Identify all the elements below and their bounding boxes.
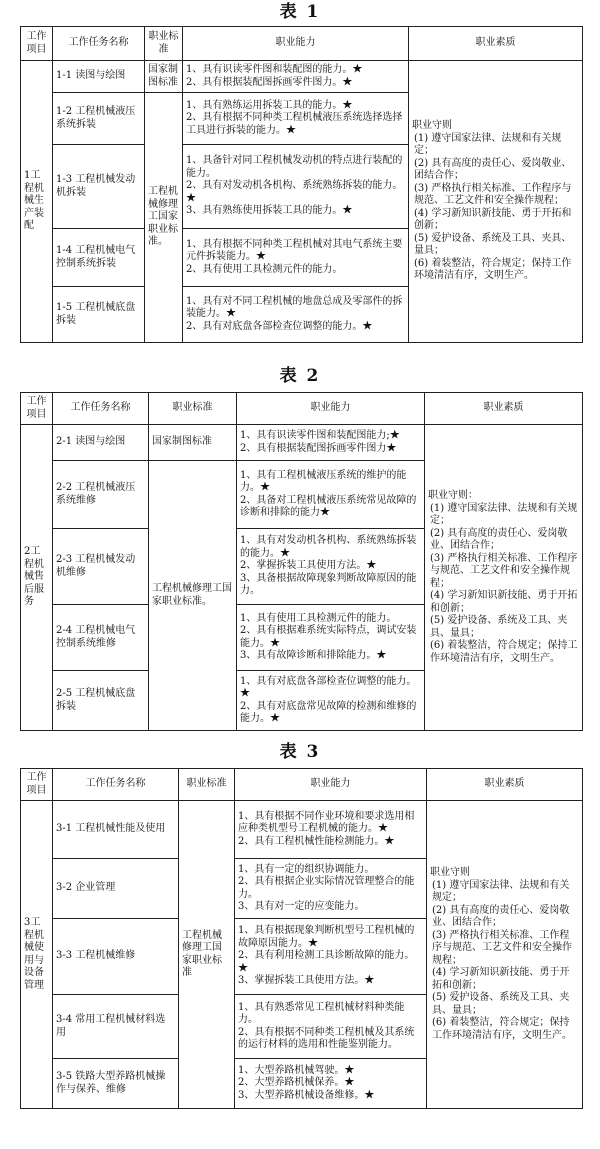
ability-line: 1、具有一定的组织协调能力。 — [238, 863, 375, 875]
quality-item: (5) 爱护设备、系统及工具、夹具、量具； — [432, 992, 570, 1016]
ability-cell — [235, 801, 427, 859]
ability-line: 2、具有对底盘各部检查位调整的能力。★ — [186, 320, 373, 332]
table-row — [21, 801, 583, 859]
ability-cell — [237, 671, 425, 731]
table-row — [21, 27, 583, 61]
task-cell: 2-5 工程机械底盘拆装 — [53, 671, 149, 731]
header-cell: 工作任务名称 — [53, 393, 149, 425]
quality-item: (2) 具有高度的责任心、爱岗敬业、团结合作； — [414, 157, 572, 182]
ability-cell — [235, 919, 427, 995]
ability-line: 1、具有根据不同作业环境和要求选用相应种类机型号工程机械的能力。★ — [238, 810, 415, 835]
task-cell: 3-4 常用工程机械材料选用 — [53, 995, 179, 1059]
header-cell: 职业标准 — [149, 393, 237, 425]
ability-line: 3、具有对一定的应变能力。 — [238, 901, 365, 912]
quality-title: 职业守则 — [412, 120, 452, 132]
quality-item: (3) 严格执行相关标准、工作程序与规范、工艺文件和安全操作规程； — [430, 552, 578, 589]
header-cell: 职业标准 — [145, 27, 183, 61]
ability-cell — [183, 93, 409, 145]
ability-cell — [235, 1059, 427, 1109]
table-row — [21, 61, 583, 93]
project-cell: 1工程机械生产装配 — [21, 61, 53, 343]
task-cell: 3-3 工程机械维修 — [53, 919, 179, 995]
ability-line: 1、具有对发动机各机构、系统熟练拆装的能力。★ — [240, 535, 417, 559]
quality-cell — [427, 801, 583, 1109]
standard-cell: 工程机械修理工国家职业标准。 — [149, 461, 237, 731]
quality-item: (6) 着装整洁，符合规定；保持工作环境清洁有序，文明生产。 — [432, 1017, 572, 1041]
quality-item: (5) 爱护设备、系统及工具、夹具、量具； — [430, 615, 568, 639]
quality-item: (2) 具有高度的责任心、爱岗敬业、团结合作； — [430, 527, 568, 551]
header-cell: 职业素质 — [427, 769, 583, 801]
ability-line: 1、具有识读零件图和装配图能力;★ — [240, 430, 400, 441]
header-cell: 职业标准 — [179, 769, 235, 801]
ability-line: 3、具备根据故障现象判断故障原因的能力。 — [240, 572, 417, 597]
ability-line: 1、具有熟练运用拆装工具的能力。★ — [186, 99, 353, 111]
ability-line: 2、具有工程机械性能检测能力。★ — [238, 835, 395, 847]
header-cell: 职业素质 — [409, 27, 583, 61]
task-cell: 2-2 工程机械液压系统维修 — [53, 461, 149, 529]
ability-line: 3、具有故障诊断和排除能力。★ — [240, 650, 387, 661]
ability-line: 2、具有对发动机各机构、系统熟练拆装的能力。★ — [186, 180, 403, 204]
ability-line: 2、掌握拆装工具使用方法。★ — [240, 560, 377, 572]
ability-line: 1、具有工程机械液压系统的维护的能力。★ — [240, 469, 407, 493]
ability-line: 1、具备针对同工程机械发动机的特点进行装配的能力。 — [186, 155, 403, 179]
table-3-title: 表 3 — [279, 742, 321, 762]
ability-line: 2、具有根据装配图拆画零件图力★ — [240, 442, 397, 454]
quality-title: 职业守则 — [430, 867, 470, 878]
ability-cell — [235, 995, 427, 1059]
header-cell: 职业能力 — [183, 27, 409, 61]
table-row — [21, 769, 583, 801]
quality-item: (1) 遵守国家法律、法规和有关规定； — [430, 502, 578, 526]
header-cell: 工作项目 — [21, 769, 53, 801]
ability-line: 1、具有使用工具检测元件的能力。 — [240, 612, 397, 624]
project-cell: 2工程机械售后服务 — [21, 425, 53, 731]
ability-cell — [237, 425, 425, 461]
ability-line: 1、具有识读零件图和装配图的能力。★ — [186, 64, 363, 75]
quality-item: (4) 学习新知识新技能、勇于开拓和创新； — [430, 590, 578, 614]
task-cell: 1-3 工程机械发动机拆装 — [53, 145, 145, 229]
ability-line: 1、具有熟悉常见工程机械材料种类能力。 — [238, 1001, 405, 1025]
quality-title: 职业守则： — [428, 490, 478, 501]
table-3 — [20, 768, 583, 1109]
ability-line: 2、具有根据不同种类工程机械液压系统选择选择工具进行拆装的能力。★ — [186, 112, 403, 136]
ability-cell — [237, 529, 425, 605]
standard-cell: 国家制图标准 — [149, 425, 237, 461]
ability-line: 2、具有根据企业实际情况管理整合的能力。 — [238, 876, 415, 900]
quality-item: (1) 遵守国家法律、法规和有关规定； — [432, 879, 570, 903]
task-cell: 2-1 读图与绘图 — [53, 425, 149, 461]
table-2-title: 表 2 — [279, 366, 321, 386]
table-1 — [20, 26, 583, 343]
ability-line: 2、具有利用检测工具诊断故障的能力。★ — [238, 950, 415, 974]
header-cell: 职业能力 — [235, 769, 427, 801]
ability-cell — [183, 287, 409, 343]
standard-cell: 国家制图标准 — [145, 61, 183, 93]
ability-cell — [183, 145, 409, 229]
header-cell: 工作项目 — [21, 393, 53, 425]
ability-line: 2、具有根据装配图拆画零件图力。★ — [186, 76, 353, 88]
quality-item: (2) 具有高度的责任心、爱岗敬业、团结合作； — [432, 904, 570, 928]
ability-line: 2、具有根据不同种类工程机械及其系统的运行材料的选用和性能鉴别能力。 — [238, 1026, 415, 1050]
header-cell: 职业素质 — [425, 393, 583, 425]
table-row — [21, 425, 583, 461]
task-cell: 1-1 读图与绘图 — [53, 61, 145, 93]
ability-line: 2、大型养路机械保养。★ — [238, 1077, 355, 1089]
header-cell: 工作任务名称 — [53, 27, 145, 61]
task-cell: 2-3 工程机械发动机维修 — [53, 529, 149, 605]
quality-item: (6) 着装整洁，符合规定；保持工作环境清洁有序，文明生产。 — [430, 640, 578, 664]
ability-line: 1、具有对不同工程机械的地盘总成及零部件的拆装能力。★ — [186, 295, 403, 320]
ability-line: 1、具有根据现象判断机型号工程机械的故障原因能力。★ — [238, 925, 415, 949]
quality-item: (6) 着装整洁，符合规定；保持工作环境清洁有序，文明生产。 — [414, 257, 572, 282]
task-cell: 3-1 工程机械性能及使用 — [53, 801, 179, 859]
header-cell: 工作项目 — [21, 27, 53, 61]
standard-cell: 工程机械修理工国家职业标准。 — [145, 93, 183, 343]
project-cell: 3工程机械使用与设备管理 — [21, 801, 53, 1109]
table-row — [21, 393, 583, 425]
quality-cell — [425, 425, 583, 731]
standard-cell: 工程机械修理工国家职业标准 — [179, 801, 235, 1109]
ability-cell — [183, 229, 409, 287]
ability-cell — [237, 605, 425, 671]
task-cell: 3-2 企业管理 — [53, 859, 179, 919]
task-cell: 1-2 工程机械液压系统拆装 — [53, 93, 145, 145]
table-1-title: 表 1 — [279, 2, 321, 22]
task-cell: 1-4 工程机械电气控制系统拆装 — [53, 229, 145, 287]
ability-line: 1、具有对底盘各部检查位调整的能力。★ — [240, 675, 417, 699]
task-cell: 1-5 工程机械底盘拆装 — [53, 287, 145, 343]
ability-line: 3、掌握拆装工具使用方法。★ — [238, 975, 375, 987]
ability-cell — [183, 61, 409, 93]
quality-item: (4) 学习新知识新技能、勇于开拓和创新； — [432, 967, 570, 991]
ability-line: 1、具有根据不同种类工程机械对其电气系统主要元件拆装能力。★ — [186, 238, 403, 263]
ability-line: 2、具有对底盘常见故障的检测和维修的能力。★ — [240, 700, 417, 724]
ability-line: 2、具备对工程机械液压系统常见故障的诊断和排除的能力★ — [240, 494, 417, 518]
header-cell: 职业能力 — [237, 393, 425, 425]
ability-line: 2、具有根据难系统实际特点，调试安装能力。★ — [240, 625, 417, 649]
quality-item: (3) 严格执行相关标准、工作程序与规范、工艺文件和安全操作规程； — [414, 182, 572, 207]
quality-cell — [409, 61, 583, 343]
ability-line: 1、大型养路机械驾驶。★ — [238, 1064, 355, 1076]
quality-item: (4) 学习新知识新技能、勇于开拓和创新； — [414, 207, 572, 232]
quality-item: (5) 爱护设备、系统及工具、夹具、量具； — [414, 232, 572, 257]
header-cell: 工作任务名称 — [53, 769, 179, 801]
ability-line: 3、大型养路机械设备维修。★ — [238, 1089, 375, 1101]
ability-cell — [235, 859, 427, 919]
ability-line: 3、具有熟练使用拆装工具的能力。★ — [186, 205, 353, 217]
ability-cell — [237, 461, 425, 529]
task-cell: 3-5 铁路大型养路机械操作与保养、维修 — [53, 1059, 179, 1109]
ability-line: 2、具有使用工具检测元件的能力。 — [186, 263, 343, 275]
table-2 — [20, 392, 583, 731]
quality-item: (1) 遵守国家法律、法规和有关规定； — [414, 132, 562, 157]
task-cell: 2-4 工程机械电气控制系统维修 — [53, 605, 149, 671]
quality-item: (3) 严格执行相关标准、工作程序与规范、工艺文件和安全操作规程； — [432, 929, 572, 966]
